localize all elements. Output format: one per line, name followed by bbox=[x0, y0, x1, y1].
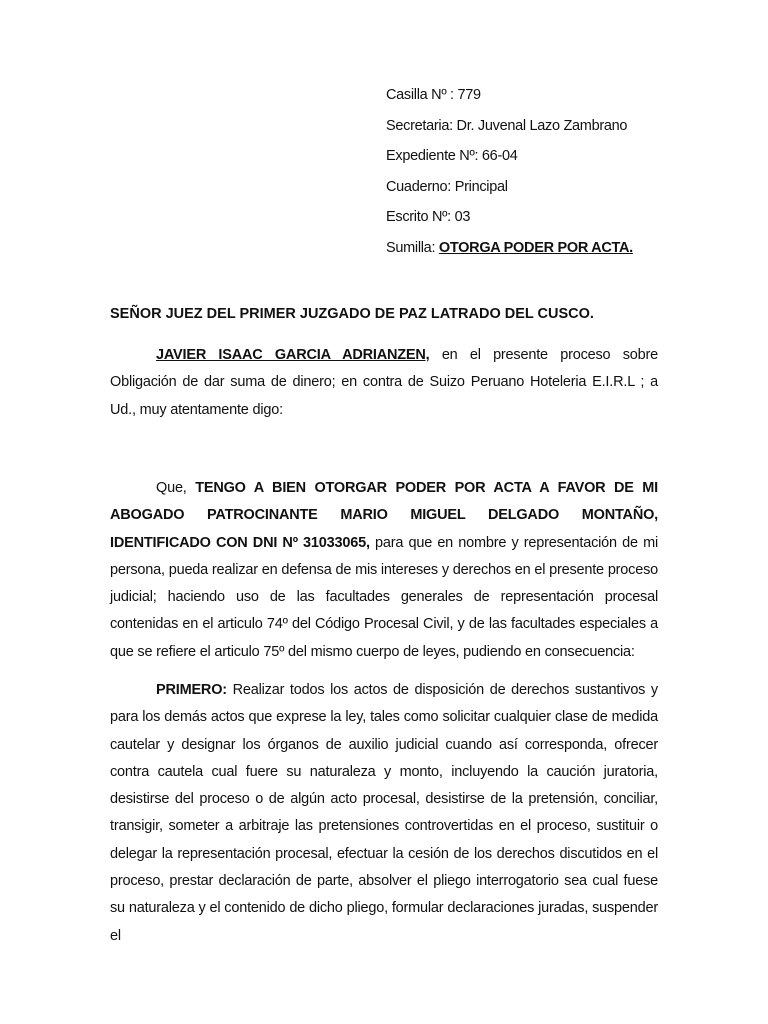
grant-paragraph bbox=[110, 475, 658, 666]
cuaderno-line: Cuaderno: Principal bbox=[386, 178, 508, 195]
primero-label: PRIMERO: bbox=[156, 682, 227, 698]
addressee-heading: SEÑOR JUEZ DEL PRIMER JUZGADO DE PAZ LATRADO DEL CUSCO. bbox=[110, 306, 594, 322]
expediente-line: Expediente Nº: 66-04 bbox=[386, 148, 518, 164]
petitioner-name: JAVIER ISAAC GARCIA ADRIANZEN, bbox=[156, 347, 430, 363]
intro-text: en el presente proceso sobre Obligación de dar suma de dinero; en contra de Suizo Peruano Hoteleria E.I.R.L ; a Ud., muy atentamente digo: bbox=[110, 347, 658, 418]
primero-paragraph bbox=[110, 677, 658, 950]
case-header bbox=[386, 84, 633, 267]
grant-lead: Que, bbox=[156, 480, 196, 496]
sumilla-line bbox=[386, 237, 633, 268]
intro-paragraph bbox=[110, 342, 658, 424]
grant-bold-text: TENGO A BIEN OTORGAR PODER POR ACTA A FAVOR DE MI ABOGADO PATROCINANTE MARIO MIGUEL DELGADO MONTAÑO, IDENTIFICADO CON DNI Nº 31033065, bbox=[110, 480, 658, 551]
sumilla-value: OTORGA PODER POR ACTA. bbox=[438, 239, 633, 256]
casilla-line: Casilla Nº : 779 bbox=[386, 87, 481, 103]
escrito-line: Escrito Nº: 03 bbox=[386, 209, 471, 225]
sumilla-label: Sumilla: bbox=[386, 239, 439, 256]
primero-text: Realizar todos los actos de disposición de derechos sustantivos y para los demás actos que exprese la ley, tales como solicitar cualquier clase de medida cautelar y designar los órganos de auxilio judicial cuando así corresponda, ofrecer contra cautela cual fuere su naturaleza y monto, incluyendo la caución juratoria, desistirse del proceso o de algún acto procesal, desistirse de la pretensión, conciliar, transigir, someter a arbitraje las pretensiones controvertidas en el proceso, sustituir o delegar la representación procesal, efectuar la cesión de los derechos discutidos en el proceso, prestar declaración de parte, absolver el pliego interrogatorio sea cual fuese su naturaleza y el contenido de dicho pliego, formular declaraciones juradas, suspender el bbox=[110, 682, 658, 944]
grant-text: para que en nombre y representación de mi persona, pueda realizar en defensa de mis intereses y derechos en el presente proceso judicial; haciendo uso de las facultades generales de representación procesal contenidas en el articulo 74º del Código Procesal Civil, y de las facultades especiales a que se refiere el articulo 75º del mismo cuerpo de leyes, pudiendo en consecuencia: bbox=[110, 534, 659, 660]
secretaria-line: Secretaria: Dr. Juvenal Lazo Zambrano bbox=[386, 117, 628, 134]
